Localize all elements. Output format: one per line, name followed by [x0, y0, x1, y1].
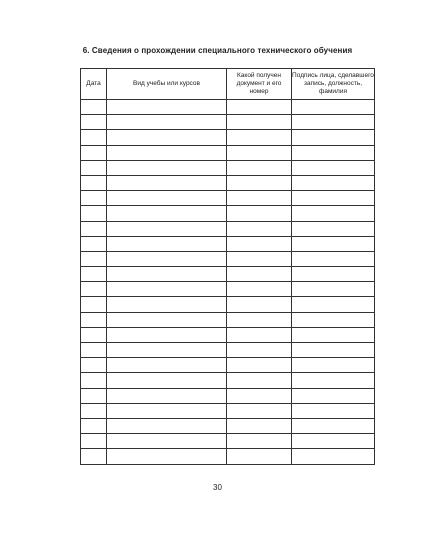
table-row	[81, 267, 375, 282]
table-cell[interactable]	[81, 388, 107, 403]
table-cell[interactable]	[107, 388, 227, 403]
table-cell[interactable]	[227, 327, 292, 342]
table-cell[interactable]	[81, 297, 107, 312]
table-cell[interactable]	[227, 434, 292, 449]
table-cell[interactable]	[81, 343, 107, 358]
table-cell[interactable]	[292, 327, 375, 342]
table-row	[81, 373, 375, 388]
table-cell[interactable]	[292, 145, 375, 160]
table-cell[interactable]	[81, 312, 107, 327]
table-cell[interactable]	[292, 267, 375, 282]
table-cell[interactable]	[107, 373, 227, 388]
table-row	[81, 418, 375, 433]
table-cell[interactable]	[81, 267, 107, 282]
table-cell[interactable]	[227, 282, 292, 297]
table-row	[81, 100, 375, 115]
table-cell[interactable]	[81, 251, 107, 266]
table-row	[81, 206, 375, 221]
table-row	[81, 175, 375, 190]
table-row	[81, 145, 375, 160]
table-row	[81, 191, 375, 206]
table-cell[interactable]	[292, 115, 375, 130]
table-row	[81, 160, 375, 175]
table-cell[interactable]	[227, 221, 292, 236]
table-row	[81, 388, 375, 403]
table-cell[interactable]	[81, 160, 107, 175]
table-cell[interactable]	[81, 191, 107, 206]
table-cell[interactable]	[292, 343, 375, 358]
table-cell[interactable]	[107, 236, 227, 251]
table-cell[interactable]	[81, 115, 107, 130]
table-row	[81, 115, 375, 130]
table-cell[interactable]	[227, 312, 292, 327]
table-cell[interactable]	[292, 282, 375, 297]
table-cell[interactable]	[81, 130, 107, 145]
page-number: 30	[213, 483, 222, 492]
table-cell[interactable]	[81, 206, 107, 221]
table-cell[interactable]	[81, 282, 107, 297]
table-cell[interactable]	[227, 160, 292, 175]
table-row	[81, 130, 375, 145]
header-course-type: Вид учебы или курсов	[107, 69, 227, 100]
table-header-row	[81, 69, 375, 100]
table-row	[81, 434, 375, 449]
table-cell[interactable]	[292, 312, 375, 327]
table-cell[interactable]	[227, 115, 292, 130]
table-cell[interactable]	[292, 160, 375, 175]
table-cell[interactable]	[227, 175, 292, 190]
table-cell[interactable]	[227, 449, 292, 464]
table-row	[81, 343, 375, 358]
table-cell[interactable]	[227, 358, 292, 373]
table-row	[81, 449, 375, 464]
table-cell[interactable]	[227, 373, 292, 388]
table-cell[interactable]	[107, 100, 227, 115]
table-cell[interactable]	[292, 206, 375, 221]
table-cell[interactable]	[81, 236, 107, 251]
table-cell[interactable]	[227, 206, 292, 221]
table-cell[interactable]	[81, 327, 107, 342]
table-cell[interactable]	[81, 449, 107, 464]
table-cell[interactable]	[107, 297, 227, 312]
header-signature: Подпись лица, сделавшего запись, должность, фамилия	[292, 69, 375, 100]
table-cell[interactable]	[292, 358, 375, 373]
table-cell[interactable]	[292, 434, 375, 449]
table-cell[interactable]	[81, 373, 107, 388]
header-document-received: Какой получен документ и его номер	[227, 69, 292, 100]
table-cell[interactable]	[292, 130, 375, 145]
table-cell[interactable]	[107, 191, 227, 206]
table-cell[interactable]	[292, 221, 375, 236]
table-cell[interactable]	[227, 100, 292, 115]
table-cell[interactable]	[107, 145, 227, 160]
table-cell[interactable]	[81, 358, 107, 373]
table-cell[interactable]	[81, 434, 107, 449]
table-cell[interactable]	[227, 343, 292, 358]
table-row	[81, 236, 375, 251]
table-row	[81, 251, 375, 266]
table-cell[interactable]	[292, 418, 375, 433]
table-row	[81, 221, 375, 236]
table-cell[interactable]	[107, 358, 227, 373]
table-row	[81, 358, 375, 373]
table-cell[interactable]	[227, 191, 292, 206]
table-cell[interactable]	[107, 343, 227, 358]
table-cell[interactable]	[107, 312, 227, 327]
table-row	[81, 282, 375, 297]
table-cell[interactable]	[292, 191, 375, 206]
table-cell[interactable]	[107, 251, 227, 266]
table-cell[interactable]	[81, 221, 107, 236]
table-cell[interactable]	[81, 100, 107, 115]
header-date: Дата	[81, 69, 107, 100]
table-cell[interactable]	[227, 236, 292, 251]
table-row	[81, 403, 375, 418]
table-cell[interactable]	[227, 418, 292, 433]
table-cell[interactable]	[227, 267, 292, 282]
page-title: 6. Сведения о прохождении специального технического обучения	[82, 46, 353, 55]
table-cell[interactable]	[292, 297, 375, 312]
table-cell[interactable]	[81, 418, 107, 433]
table-cell[interactable]	[81, 145, 107, 160]
table-cell[interactable]	[292, 100, 375, 115]
training-records-table	[80, 68, 375, 465]
table-cell[interactable]	[107, 221, 227, 236]
table-cell[interactable]	[107, 418, 227, 433]
table-cell[interactable]	[107, 403, 227, 418]
table-cell[interactable]	[292, 449, 375, 464]
table-cell[interactable]	[107, 160, 227, 175]
table-cell[interactable]	[292, 403, 375, 418]
table-cell[interactable]	[292, 251, 375, 266]
table-row	[81, 312, 375, 327]
table-cell[interactable]	[227, 145, 292, 160]
table-cell[interactable]	[107, 115, 227, 130]
table-cell[interactable]	[81, 403, 107, 418]
table-cell[interactable]	[227, 388, 292, 403]
table-cell[interactable]	[107, 327, 227, 342]
table-row	[81, 297, 375, 312]
table-cell[interactable]	[292, 373, 375, 388]
table-cell[interactable]	[107, 282, 227, 297]
table-cell[interactable]	[292, 388, 375, 403]
table-cell[interactable]	[227, 130, 292, 145]
table-cell[interactable]	[292, 236, 375, 251]
table-cell[interactable]	[107, 175, 227, 190]
table-cell[interactable]	[81, 175, 107, 190]
table-cell[interactable]	[107, 130, 227, 145]
table-cell[interactable]	[107, 206, 227, 221]
table-cell[interactable]	[107, 267, 227, 282]
table-cell[interactable]	[227, 297, 292, 312]
table-cell[interactable]	[227, 403, 292, 418]
table-cell[interactable]	[292, 175, 375, 190]
table-row	[81, 327, 375, 342]
table-body	[81, 100, 375, 465]
table-cell[interactable]	[227, 251, 292, 266]
table-cell[interactable]	[107, 434, 227, 449]
table-cell[interactable]	[107, 449, 227, 464]
